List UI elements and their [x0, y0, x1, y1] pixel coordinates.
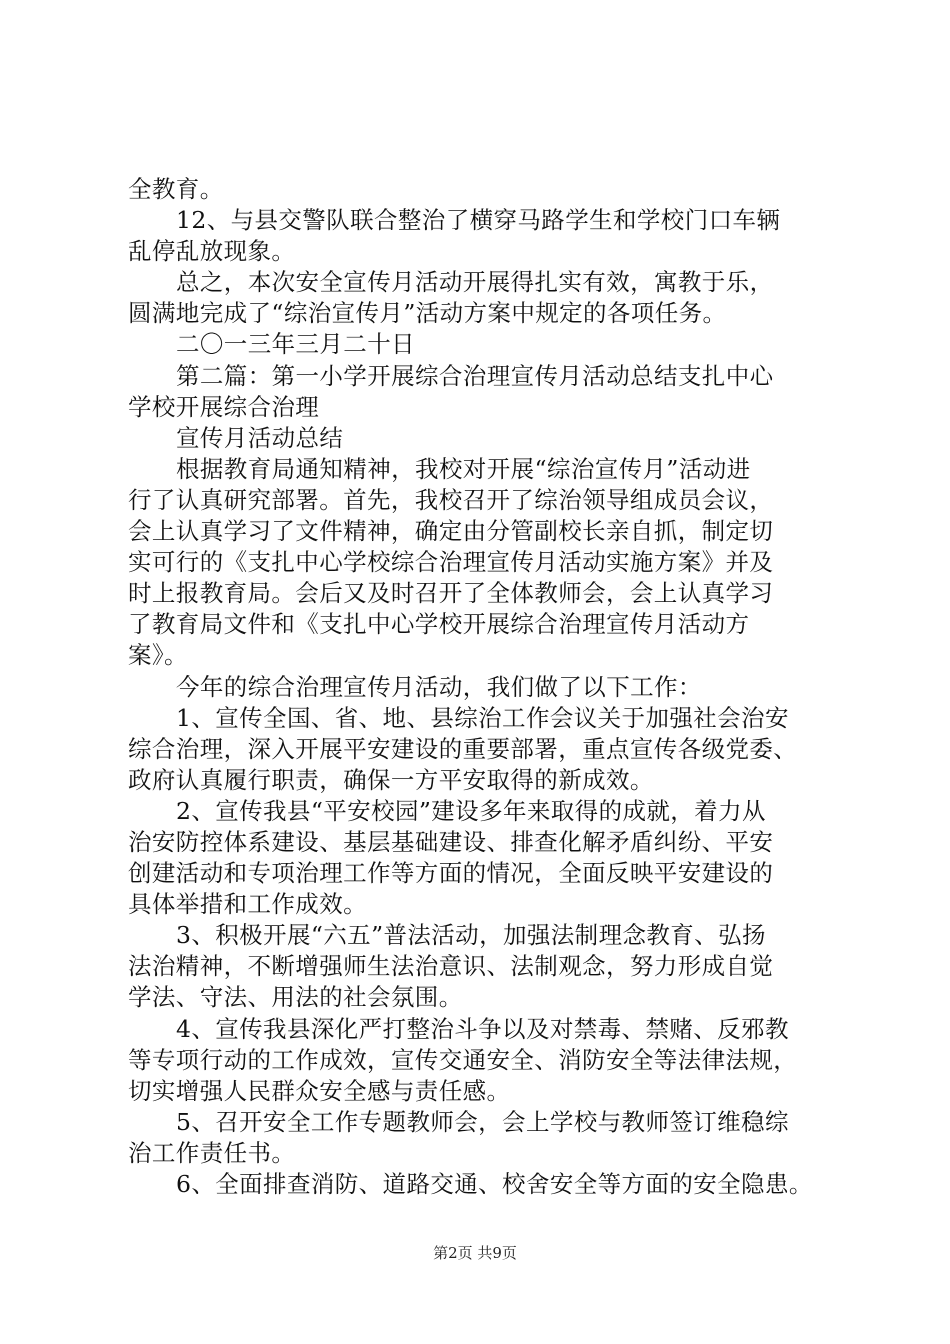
text-line: 创建活动和专项治理工作等方面的情况，全面反映平安建设的 — [128, 859, 774, 888]
text-line: 2、宣传我县“平安校园”建设多年来取得的成就，着力从 — [176, 796, 766, 825]
text-line: 学法、守法、用法的社会氛围。 — [128, 983, 463, 1012]
text-line: 4、宣传我县深化严打整治斗争以及对禁毒、禁赌、反邪教 — [176, 1014, 789, 1043]
text-line: 根据教育局通知精神，我校对开展“综治宣传月”活动进 — [176, 454, 751, 483]
text-line: 圆满地完成了“综治宣传月”活动方案中规定的各项任务。 — [128, 299, 727, 328]
text-line: 1、宣传全国、省、地、县综治工作会议关于加强社会治安 — [176, 703, 789, 732]
text-line: 乱停乱放现象。 — [128, 237, 296, 266]
text-line: 行了认真研究部署。首先，我校召开了综治领导组成员会议， — [128, 485, 774, 514]
text-line: 学校开展综合治理 — [128, 392, 320, 421]
text-line: 治工作责任书。 — [128, 1138, 296, 1167]
text-line: 实可行的《支扎中心学校综合治理宣传月活动实施方案》并及 — [128, 548, 774, 577]
text-line: 5、召开安全工作专题教师会，会上学校与教师签订维稳综 — [176, 1107, 789, 1136]
text-line: 6、全面排查消防、道路交通、校舍安全等方面的安全隐患。 — [176, 1170, 813, 1198]
text-line: 切实增强人民群众安全感与责任感。 — [128, 1076, 511, 1105]
text-line: 12、与县交警队联合整治了横穿马路学生和学校门口车辆 — [176, 206, 781, 235]
text-line: 治安防控体系建设、基层基础建设、排查化解矛盾纠纷、平安 — [128, 827, 774, 856]
text-line: 政府认真履行职责，确保一方平安取得的新成效。 — [128, 765, 654, 794]
page-footer: 第2页 共9页 — [433, 1244, 517, 1262]
text-line: 会上认真学习了文件精神，确定由分管副校长亲自抓，制定切 — [128, 517, 774, 546]
text-line: 法治精神，不断增强师生法治意识、法制观念，努力形成自觉 — [128, 952, 774, 981]
text-line: 了教育局文件和《支扎中心学校开展综合治理宣传月活动方 — [128, 610, 750, 639]
text-line: 等专项行动的工作成效，宣传交通安全、消防安全等法律法规， — [128, 1045, 798, 1074]
text-line: 第二篇：第一小学开展综合治理宣传月活动总结支扎中心 — [176, 361, 774, 390]
text-line: 全教育。 — [128, 175, 224, 203]
document-body — [128, 174, 848, 1200]
text-line: 总之，本次安全宣传月活动开展得扎实有效，寓教于乐， — [176, 268, 774, 297]
text-line: 今年的综合治理宣传月活动，我们做了以下工作： — [176, 672, 702, 701]
text-line: 案》。 — [128, 641, 188, 670]
text-line: 具体举措和工作成效。 — [128, 890, 367, 919]
text-line: 时上报教育局。会后又及时召开了全体教师会，会上认真学习 — [128, 579, 774, 608]
text-line: 综合治理，深入开展平安建设的重要部署，重点宣传各级党委、 — [128, 734, 798, 763]
text-line: 二〇一三年三月二十日 — [176, 330, 415, 359]
text-line: 3、积极开展“六五”普法活动，加强法制理念教育、弘扬 — [176, 921, 766, 950]
text-line: 宣传月活动总结 — [176, 423, 344, 452]
